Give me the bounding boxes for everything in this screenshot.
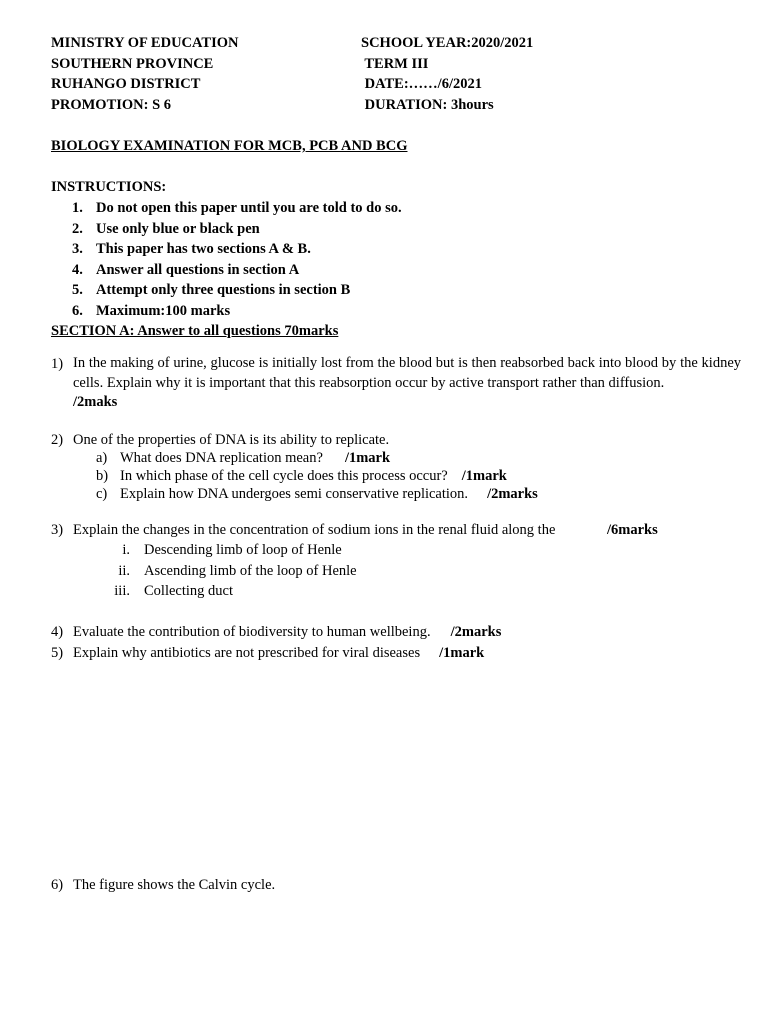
instruction-number: 2.	[72, 220, 83, 237]
duration-line: DURATION: 3hours	[361, 96, 494, 113]
instruction-item	[72, 280, 402, 301]
instruction-item	[72, 301, 402, 322]
sub-number: ii.	[118, 563, 130, 579]
question-number: 5)	[51, 645, 64, 661]
question-number: 4)	[51, 624, 64, 640]
question-text: Explain the changes in the concentration of sodium ions in the renal fluid along the	[73, 522, 556, 538]
question-number: 1)	[51, 356, 64, 372]
question-marks: /2maks	[73, 394, 118, 410]
sub-text: Explain how DNA undergoes semi conservative replication.	[120, 486, 469, 502]
question-body	[73, 354, 741, 413]
question-text: One of the properties of DNA is its ability to replicate.	[73, 432, 390, 448]
instruction-text: Do not open this paper until you are told to do so.	[96, 200, 402, 216]
promotion-line: PROMOTION: S 6	[51, 96, 172, 113]
header-left	[51, 33, 238, 115]
question-number: 3)	[51, 522, 64, 538]
province-line: SOUTHERN PROVINCE	[51, 55, 214, 72]
term-line: TERM III	[361, 55, 429, 72]
question-number: 2)	[51, 432, 64, 448]
question-marks: /1mark	[439, 645, 485, 661]
instruction-item	[72, 260, 402, 281]
question-text: Evaluate the contribution of biodiversity to human wellbeing.	[73, 624, 431, 640]
instruction-number: 4.	[72, 261, 83, 278]
instructions-heading: INSTRUCTIONS:	[51, 179, 167, 195]
date-line: DATE:……/6/2021	[361, 76, 482, 92]
instruction-text: Use only blue or black pen	[96, 220, 260, 237]
question-3	[51, 520, 555, 540]
sub-number: iii.	[114, 583, 130, 599]
instructions-list	[72, 198, 402, 321]
question-3-marks: /6marks	[607, 522, 658, 538]
sub-number: b)	[96, 468, 109, 484]
sub-marks: /1mark	[461, 468, 507, 484]
question-3-ii	[108, 561, 357, 581]
question-text: The figure shows the Calvin cycle.	[73, 877, 276, 893]
sub-number: a)	[96, 450, 108, 466]
question-3-iii	[108, 581, 233, 601]
sub-text: Collecting duct	[144, 583, 233, 599]
sub-marks: /2marks	[487, 486, 538, 502]
sub-text: Descending limb of loop of Henle	[144, 542, 342, 558]
instruction-item	[72, 198, 402, 219]
instruction-number: 3.	[72, 241, 83, 257]
header-right	[361, 33, 533, 115]
question-number: 6)	[51, 877, 64, 893]
sub-text: In which phase of the cell cycle does this process occur?	[120, 468, 448, 484]
sub-number: i.	[122, 542, 130, 558]
sub-number: c)	[96, 486, 108, 502]
question-1	[51, 354, 741, 413]
school-year-line: SCHOOL YEAR:2020/2021	[361, 35, 534, 51]
question-3-i	[108, 540, 342, 560]
question-text: Explain why antibiotics are not prescribed for viral diseases	[73, 645, 421, 661]
question-5	[51, 643, 484, 663]
question-6	[51, 875, 275, 895]
question-2	[51, 430, 389, 450]
instruction-number: 5.	[72, 282, 83, 298]
instruction-text: Attempt only three questions in section B	[96, 282, 351, 298]
sub-marks: /1mark	[344, 450, 391, 466]
instruction-item	[72, 239, 402, 260]
ministry-line: MINISTRY OF EDUCATION	[51, 35, 239, 51]
question-2c	[96, 484, 538, 504]
instruction-item	[72, 219, 402, 240]
instruction-text: Answer all questions in section A	[96, 261, 300, 278]
section-a-heading: SECTION A: Answer to all questions 70marks	[51, 323, 339, 339]
district-line: RUHANGO DISTRICT	[51, 76, 201, 92]
instruction-text: Maximum:100 marks	[96, 302, 231, 319]
instruction-number: 1.	[72, 200, 83, 216]
question-marks: /2marks	[450, 624, 502, 640]
instruction-text: This paper has two sections A & B.	[96, 241, 311, 257]
question-2a	[96, 448, 390, 468]
instruction-number: 6.	[72, 302, 83, 319]
question-text: In the making of urine, glucose is initially lost from the blood but is then reabsorbed back into blood by the kidney cells. Explain why it is important that this reabsorption occur by active transport rather than diffusion.	[73, 355, 741, 391]
sub-text: What does DNA replication mean?	[120, 450, 323, 466]
question-2b	[96, 466, 507, 486]
exam-title: BIOLOGY EXAMINATION FOR MCB, PCB AND BCG	[51, 138, 408, 154]
sub-text: Ascending limb of the loop of Henle	[144, 563, 357, 579]
question-4	[51, 622, 501, 642]
